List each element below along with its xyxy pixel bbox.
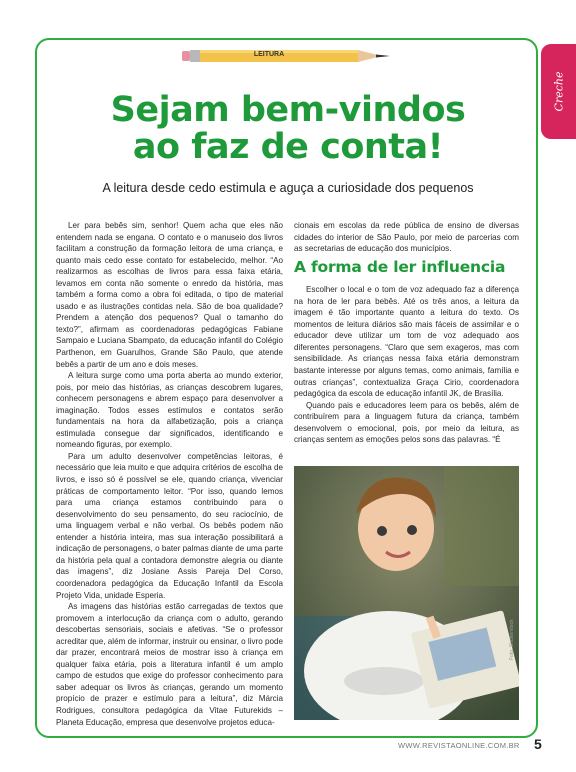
paragraph: Ler para bebês sim, senhor! Quem acha que eles não entendem nada se engana. O contato e o manuseio dos livros facilitam a construção da formação leitora de uma criança, e quanto mais cedo esse contato for estabelecido, melhor. “Ao realizarmos as escolhas de livros para essa faixa etária, levamos em conta não somente o enredo da história, mas também a forma como a obra foi editada, o tipo de material usado e as ilustrações contidas nela. São de boa qualidade? Prendem a atenção dos pequenos? Qual o tamanho do texto?”, afirmam as coordenadoras pedagógicas Fabiane Sampaio e Luciana Sbampato, da educação infantil do Colégio Parthenon, em Guarulhos, Grande São Paulo, que atende bebês a partir de um ano e dois meses.: [56, 221, 283, 369]
paragraph: Quando pais e educadores leem para os bebês, além de contribuírem para a linguagem futura da criança, também desenvolvem o emocional, pois, por meio da leitura, as crianças sentem as emoções pelos sons das palavras. “É: [294, 400, 519, 445]
article-column-1: [56, 220, 283, 728]
side-tab-label: Creche: [552, 71, 566, 112]
section-heading: A forma de ler influencia: [294, 257, 506, 276]
section-side-tab: [541, 44, 576, 139]
footer-url[interactable]: WWW.REVISTAONLINE.COM.BR: [398, 741, 520, 750]
title-line-1: Sejam bem-vindos: [110, 90, 466, 130]
paragraph: Para um adulto desenvolver competências leitoras, é necessário que leia muito e que adquira critérios de escolha de livros, e isso só é possível se ele, quando criança, vivenciar práticas de comportamento leitor. “Por isso, quando lemos para uma criança estamos contribuindo para o desenvolvimento do seu pensamento, do seu raciocínio, de uma linguagem verbal e não verbal. Os bebês podem não entender a história inteira, mas sua interação possibilitará a indicação de personagens, o bater palmas diante de uma parte da história pela qual a contadora demonstre alegria ou diante das imagens”, diz Josiane Assis Pareja Del Corso, coordenadora pedagógica da Educação Infantil da Escola Projeto Vida, unidade Esperia.: [56, 451, 283, 600]
page-number: 5: [534, 736, 542, 752]
paragraph: cionais em escolas da rede pública de ensino de diversas cidades do interior de São Paulo, por meio de parcerias com as secretarias de educação dos municípios.: [294, 221, 519, 254]
paragraph: As imagens das histórias estão carregadas de textos que promovem a interlocução da criança com o adulto, gerando descobertas sensoriais, sociais e afetivas. “Se o professor acreditar que, além de informar, instruir ou ensinar, o livro pode dar prazer, encontrará meios de mostrar isso à criança em qualquer faixa etária, pois a literatura infantil é um amplo campo de estudos que exige do professor conhecimento para saber adequar os livros às crianças, gerando um momento propício de prazer e estímulo para a leitura”, diz Márcia Rodrigues, consultora pedagógica da Vitae Futurekids – Planeta Educação, empresa que desenvolve projetos educa-: [56, 602, 283, 727]
photo-credit: Foto: Shutterstock: [509, 619, 515, 660]
title-line-2: ao faz de conta!: [132, 127, 444, 167]
section-label: LEITURA: [253, 51, 285, 58]
subtitle: A leitura desde cedo estimula e aguça a curiosidade dos pequenos: [102, 181, 474, 195]
paragraph: A leitura surge como uma porta aberta ao mundo exterior, pois, por meio das histórias, as crianças descobrem lugares, conhecem personagens e abrem espaço para desenvolver a imaginação. Todos esses estímulos e contatos serão fundamentais na hora da alfabetização, pois a criança estimulada consegue dar significados, identificando e nomeando figuras, por exemplo.: [56, 371, 283, 450]
child-reading-photo: [294, 466, 519, 720]
article-column-2: [294, 220, 519, 446]
page-title: [60, 92, 516, 166]
paragraph: Escolher o local e o tom de voz adequado faz a diferença na hora de ler para bebês. Até os três anos, a leitura da imagem é tão importante quanto a leitura do texto. Os momentos de leitura diários são mais fáceis de assimilar e o educador deve utilizar um tom de voz adequado aos diferentes personagens. “Claro que sem exageros, mas com sensibilidade. As crianças nessa faixa etária demonstram bastante interesse por alguns temas, como animais, família e outras crianças”, contextualiza Graça Cirio, coordenadora pedagógica da escola de educação infantil JK, de Brasília.: [294, 285, 519, 399]
